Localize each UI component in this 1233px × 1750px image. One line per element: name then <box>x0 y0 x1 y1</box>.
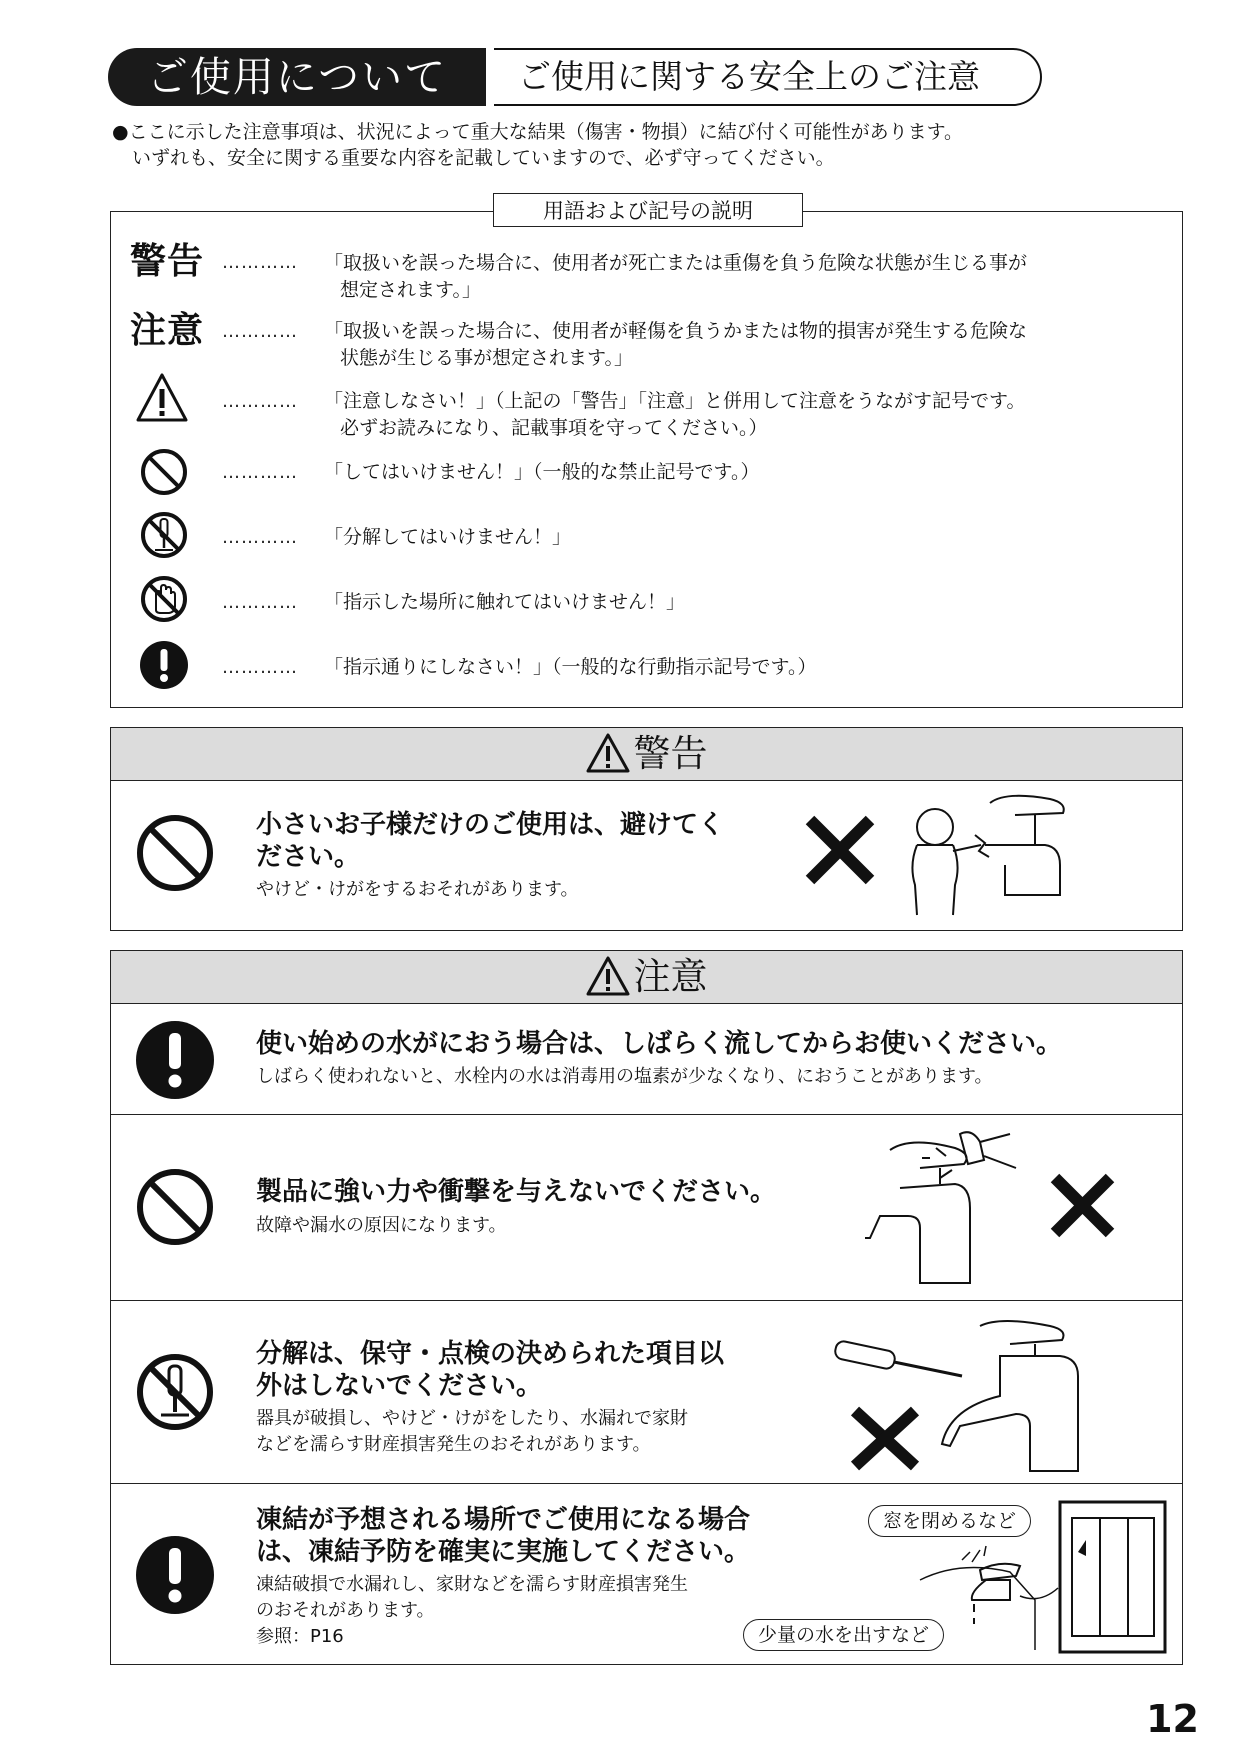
term-warning-desc-2: 想定されます。」 <box>340 279 481 301</box>
warning-item-title-2: ださい。 <box>256 842 361 872</box>
no-disassembly-icon <box>135 1352 215 1432</box>
caution-item-4-detail-2: のおそれがあります。 <box>256 1600 435 1621</box>
caution-item-3-title-2: 外はしないでください。 <box>256 1371 543 1401</box>
caution-triangle-icon <box>586 956 630 996</box>
term-warning-label: 警告 <box>130 241 205 282</box>
term-dots: ………… <box>222 391 298 412</box>
mandatory-action-icon <box>135 1535 215 1615</box>
row-divider <box>111 1300 1182 1301</box>
hand-hitting-faucet-illustration <box>860 1128 1120 1288</box>
caution-item-4-reference: 参照：P16 <box>256 1626 344 1647</box>
caution-heading-text: 注意 <box>633 955 708 998</box>
caution-item-3-detail-2: などを濡らす財産損害発生のおそれがあります。 <box>256 1434 651 1455</box>
term-triangle-desc-1: 「注意しなさい！」（上記の「警告」「注意」と併用して注意をうながす記号です。 <box>324 390 1026 412</box>
screwdriver-faucet-illustration <box>830 1316 1100 1476</box>
mandatory-action-icon <box>139 640 189 690</box>
page-number: 12 <box>1146 1697 1199 1741</box>
warning-heading <box>111 728 1182 781</box>
caution-heading <box>111 951 1182 1004</box>
term-triangle-desc-2: 必ずお読みになり、記載事項を守ってください。） <box>340 417 768 439</box>
terms-title: 用語および記号の説明 <box>493 193 803 227</box>
term-dots: ………… <box>222 321 298 342</box>
child-faucet-illustration <box>805 785 1080 925</box>
term-dots: ………… <box>222 252 298 273</box>
warning-item-detail: やけど・けがをするおそれがあります。 <box>256 879 579 900</box>
caution-item-4-title-1: 凍結が予想される場所でご使用になる場合 <box>256 1505 751 1535</box>
caution-item-2-title: 製品に強い力や衝撃を与えないでください。 <box>256 1177 777 1207</box>
caution-item-1-title: 使い始めの水がにおう場合は、しばらく流してからお使いください。 <box>256 1029 1063 1059</box>
row-divider <box>111 1483 1182 1484</box>
row-divider <box>111 1114 1182 1115</box>
tip-trickle-water: 少量の水を出すなど <box>743 1619 944 1651</box>
term-caution-label: 注意 <box>130 310 205 351</box>
prohibited-icon <box>135 1167 215 1247</box>
caution-item-4-detail-1: 凍結破損で水漏れし、家財などを濡らす財産損害発生 <box>256 1574 688 1595</box>
term-mandatory-desc: 「指示通りにしなさい！」（一般的な行動指示記号です。） <box>324 656 817 678</box>
section-title: ご使用について <box>108 48 486 106</box>
no-disassembly-icon <box>139 510 189 560</box>
term-dots: ………… <box>222 527 298 548</box>
intro-line-1: ●ここに示した注意事項は、状況によって重大な結果（傷害・物損）に結び付く可能性があります。 <box>112 121 964 143</box>
caution-triangle-icon <box>136 372 188 424</box>
tip-close-window: 窓を閉めるなど <box>868 1505 1031 1537</box>
caution-item-3-title-1: 分解は、保守・点検の決められた項目以 <box>256 1339 725 1369</box>
caution-item-3-detail-1: 器具が破損し、やけど・けがをしたり、水漏れで家財 <box>256 1408 688 1429</box>
caution-triangle-icon <box>586 733 630 773</box>
caution-item-4-title-2: は、凍結予防を確実に実施してください。 <box>256 1537 751 1567</box>
term-no-disassembly-desc: 「分解してはいけません！」 <box>324 526 572 548</box>
term-caution-desc-1: 「取扱いを誤った場合に、使用者が軽傷を負うかまたは物的損害が発生する危険な <box>324 320 1028 342</box>
intro-line-2: いずれも、安全に関する重要な内容を記載していますので、必ず守ってください。 <box>132 147 835 169</box>
term-no-touch-desc: 「指示した場所に触れてはいけません！」 <box>324 591 686 613</box>
section-subtitle: ご使用に関する安全上のご注意 <box>494 48 1042 106</box>
term-dots: ………… <box>222 462 298 483</box>
section-header <box>108 48 1058 106</box>
caution-item-2-detail: 故障や漏水の原因になります。 <box>256 1215 507 1236</box>
term-warning-desc-1: 「取扱いを誤った場合に、使用者が死亡または重傷を負う危険な状態が生じる事が <box>324 252 1028 274</box>
warning-heading-text: 警告 <box>633 732 708 775</box>
term-dots: ………… <box>222 592 298 613</box>
mandatory-action-icon <box>135 1020 215 1100</box>
prohibited-icon <box>139 447 189 497</box>
prohibited-icon <box>135 813 215 893</box>
caution-item-1-detail: しばらく使われないと、水栓内の水は消毒用の塩素が少なくなり、におうことがあります。 <box>256 1066 993 1087</box>
term-prohibited-desc: 「してはいけません！」（一般的な禁止記号です。） <box>324 461 760 483</box>
warning-item-title-1: 小さいお子様だけのご使用は、避けてく <box>256 810 725 840</box>
term-dots: ………… <box>222 657 298 678</box>
term-caution-desc-2: 状態が生じる事が想定されます。」 <box>340 347 633 369</box>
no-touch-icon <box>139 574 189 624</box>
